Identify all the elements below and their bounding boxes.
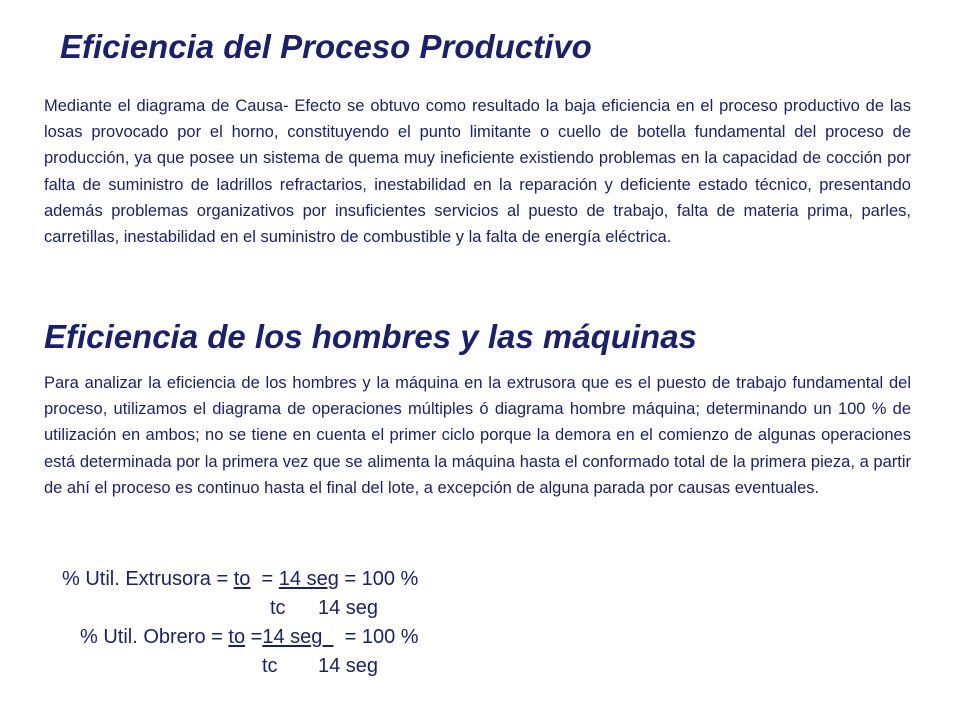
formula-extrusora-result: = 100 % (338, 568, 419, 590)
formula-obrero-tc: tc (262, 655, 278, 677)
paragraph-analisis-extrusora: Para analizar la eficiencia de los hombres y la máquina en la extrusora que es el puesto de trabajo fundamental del proceso, utilizamos el diagrama de operaciones múltiples ó diagrama hombre máquina; determinando un 100 % de utilización en ambos; no se tiene en cuenta el primer ciclo porque la demora en el comienzo de algunas operaciones está determinada por la primera vez que se alimenta la máquina hasta el conformado total de la primera pieza, a partir de ahí el proceso es continuo hasta el final del lote, a excepción de alguna parada por causas eventuales. (44, 374, 911, 497)
formula-obrero-result: = 100 % (333, 626, 419, 648)
formula-obrero-equals: = (245, 626, 263, 648)
formula-extrusora-tc: tc (270, 597, 286, 619)
formula-extrusora-label: % Util. Extrusora = (62, 568, 234, 590)
formula-extrusora-denominator-value: 14 seg (318, 597, 379, 619)
formula-obrero-to: to (228, 626, 246, 648)
formula-obrero-label: % Util. Obrero = (80, 626, 229, 648)
paragraph-causa-efecto: Mediante el diagrama de Causa- Efecto se obtuvo como resultado la baja eficiencia en el proceso productivo de las losas provocado por el horno, constituyendo el punto limitante o cuello de botella fundamental del proceso de producción, ya que posee un sistema de quema muy ineficiente existiendo problemas en la capacidad de cocción por falta de suministro de ladrillos refractarios, inestabilidad en la reparación y deficiente estado técnico, presentando además problemas organizativos por insuficientes servicios al puesto de trabajo, falta de materia prima, parles, carretillas, inestabilidad en el suministro de combustible y la falta de energía eléctrica. (44, 97, 911, 247)
formula-extrusora-numerator-value: 14 seg (278, 568, 339, 590)
formula-obrero-numerator-line (80, 626, 419, 649)
formula-extrusora-to: to (233, 568, 251, 590)
formula-obrero-denominator-value: 14 seg (318, 655, 379, 677)
formula-extrusora-numerator-line (62, 568, 418, 591)
heading-eficiencia-hombres-maquinas: Eficiencia de los hombres y las máquinas (44, 318, 697, 355)
formula-obrero-numerator-value: 14 seg (262, 626, 334, 648)
heading-eficiencia-proceso: Eficiencia del Proceso Productivo (60, 28, 592, 65)
formula-extrusora-equals: = (250, 568, 279, 590)
